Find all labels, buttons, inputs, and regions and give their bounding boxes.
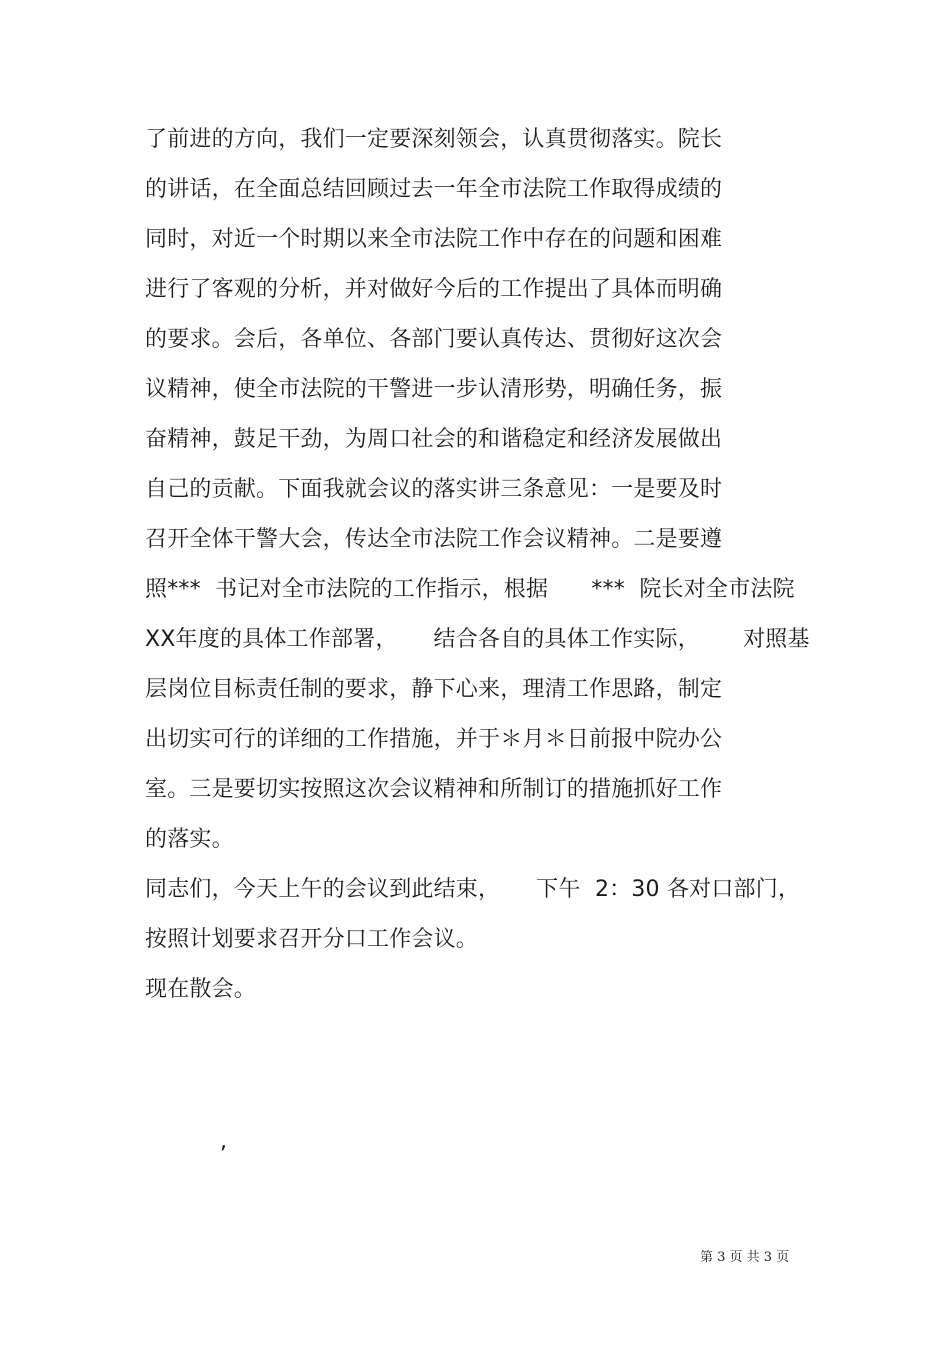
body-line-1: 了前进的方向，我们一定要深刻领会，认真贯彻落实。院长 [145, 127, 723, 152]
body-line-8: 自己的贡献。下面我就会议的落实讲三条意见：一是要及时 [145, 477, 723, 502]
body-line-3: 同时，对近一个时期以来全市法院工作中存在的问题和困难 [145, 227, 723, 252]
page-footer: 第 3 页 共 3 页 [700, 1250, 790, 1265]
body-line-6: 议精神，使全市法院的干警进一步认清形势，明确任务，振 [145, 377, 723, 402]
body-line-11: XX年度的具体工作部署， 结合各自的具体工作实际， 对照基 [145, 627, 810, 652]
stray-comma-mark: , [220, 1129, 227, 1154]
body-line-16: 同志们，今天上午的会议到此结束， 下午 2：30 各对口部门， [145, 877, 801, 902]
body-line-5: 的要求。会后，各单位、各部门要认真传达、贯彻好这次会 [145, 327, 723, 352]
body-line-14: 室。三是要切实按照这次会议精神和所制订的措施抓好工作 [145, 777, 723, 802]
body-line-9: 召开全体干警大会，传达全市法院工作会议精神。二是要遵 [145, 527, 723, 552]
body-line-2: 的讲话，在全面总结回顾过去一年全市法院工作取得成绩的 [145, 177, 723, 202]
body-line-4: 进行了客观的分析，并对做好今后的工作提出了具体而明确 [145, 277, 723, 302]
body-line-18: 现在散会。 [145, 977, 257, 1002]
body-line-15: 的落实。 [145, 827, 234, 852]
body-line-7: 奋精神，鼓足干劲，为周口社会的和谐稳定和经济发展做出 [145, 427, 723, 452]
body-line-10: 照*** 书记对全市法院的工作指示，根据 *** 院长对全市法院 [145, 577, 795, 602]
body-line-17: 按照计划要求召开分口工作会议。 [145, 927, 479, 952]
body-line-12: 层岗位目标责任制的要求，静下心来，理清工作思路，制定 [145, 677, 723, 702]
body-line-13: 出切实可行的详细的工作措施，并于＊月＊日前报中院办公 [145, 727, 723, 752]
